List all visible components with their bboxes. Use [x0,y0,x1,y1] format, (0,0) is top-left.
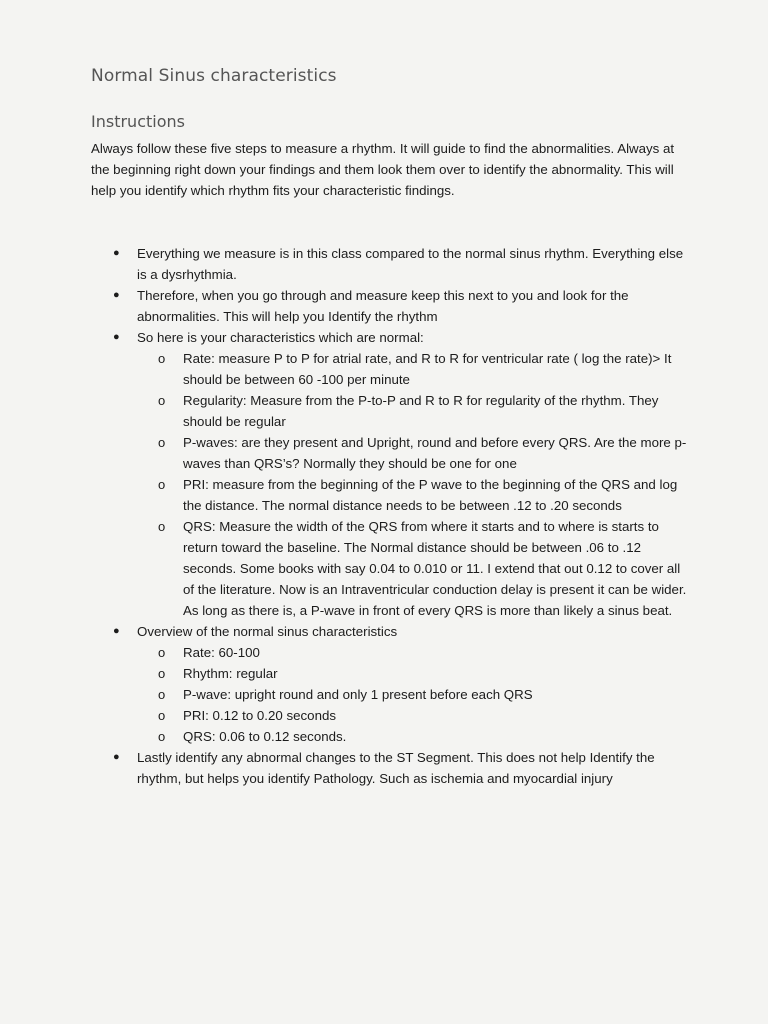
bullet-item [91,327,687,621]
sub-item-text: Rhythm: regular [183,666,278,681]
sub-item [137,348,689,390]
bullet-icon: ● [113,625,120,637]
circle-bullet-icon: o [158,708,166,723]
circle-bullet-icon: o [158,351,166,366]
bullet-text: Therefore, when you go through and measure keep this next to you and look for the abnormalities. This will help you Identify the rhythm [137,288,629,324]
sub-item-text: P-wave: upright round and only 1 present before each QRS [183,687,533,702]
section-heading: Instructions [91,112,185,131]
sub-list [137,642,687,747]
circle-bullet-icon: o [158,645,166,660]
bullet-item [91,747,687,789]
bullet-text: So here is your characteristics which are normal: [137,330,424,345]
sub-item [137,390,689,432]
sub-item [137,474,689,516]
sub-item-text: Regularity: Measure from the P-to-P and R to R for regularity of the rhythm. They should be regular [183,393,659,429]
circle-bullet-icon: o [158,666,166,681]
sub-list [137,348,687,621]
circle-bullet-icon: o [158,393,166,408]
bullet-item [91,285,687,327]
sub-item [137,726,689,747]
sub-item-text: P-waves: are they present and Upright, round and before every QRS. Are the more p- waves than QRS’s? Normally they should be one for one [183,435,687,471]
circle-bullet-icon: o [158,477,166,492]
sub-item [137,663,689,684]
circle-bullet-icon: o [158,519,166,534]
sub-item-text: Rate: measure P to P for atrial rate, and R to R for ventricular rate ( log the rate)> It should be between 60 -100 per minute [183,351,672,387]
sub-item [137,705,689,726]
sub-item-text: QRS: Measure the width of the QRS from where it starts and to where is starts to return toward the baseline. The Normal distance should be between .06 to .12 seconds. Some books with say 0.04 to 0.010 or 11. I extend that out 0.12 to cover all of the literature. Now is an Intraventricular conduction delay is present it can be wider. As long as there is, a P-wave in front of every QRS is more than likely a sinus beat. [183,519,687,618]
bullet-list [91,243,708,789]
bullet-icon: ● [113,331,120,343]
bullet-item [91,621,687,747]
bullet-text: Overview of the normal sinus characteristics [137,624,398,639]
sub-item-text: PRI: 0.12 to 0.20 seconds [183,708,337,723]
sub-item [137,516,689,621]
bullet-text: Everything we measure is in this class compared to the normal sinus rhythm. Everything else is a dysrhythmia. [137,246,684,282]
sub-item-text: QRS: 0.06 to 0.12 seconds. [183,729,347,744]
intro-paragraph: Always follow these five steps to measure a rhythm. It will guide to find the abnormalities. Always at the beginning right down your findings and them look them over to identify the abnormality. This will help you identify which rhythm fits your characteristic findings. [91,141,675,198]
sub-item-text: Rate: 60-100 [183,645,260,660]
bullet-text: Lastly identify any abnormal changes to the ST Segment. This does not help Identify the rhythm, but helps you identify Pathology. Such as ischemia and myocardial injury [137,750,655,786]
circle-bullet-icon: o [158,729,166,744]
bullet-item [91,243,687,285]
bullet-icon: ● [113,289,120,301]
bullet-icon: ● [113,751,120,763]
sub-item [137,684,689,705]
circle-bullet-icon: o [158,687,166,702]
sub-item-text: PRI: measure from the beginning of the P wave to the beginning of the QRS and log the distance. The normal distance needs to be between .12 to .20 seconds [183,477,678,513]
bullet-icon: ● [113,247,120,259]
sub-item [137,432,689,474]
sub-item [137,642,689,663]
document-title: Normal Sinus characteristics [91,66,337,86]
circle-bullet-icon: o [158,435,166,450]
